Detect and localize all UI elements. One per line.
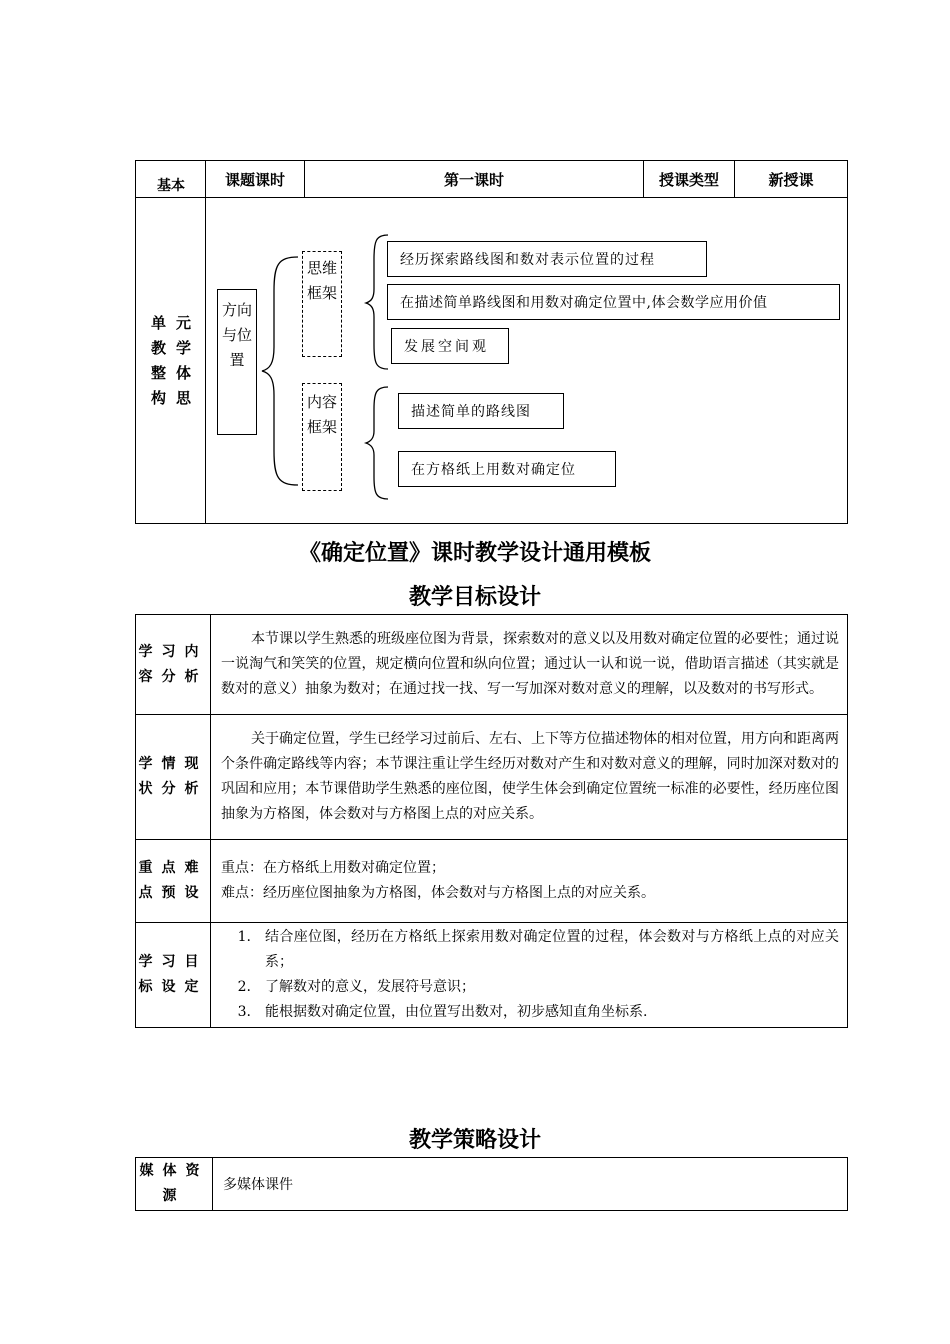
- table-row: [136, 615, 848, 715]
- thinking-item: 在描述简单路线图和用数对确定位置中,体会数学应用价值: [387, 284, 840, 320]
- row-label: 重点难点预设: [136, 840, 211, 923]
- list-item: 1. 结合座位图，经历在方格纸上探索用数对确定位置的过程，体会数对与方格纸上点的对应关系；: [237, 929, 839, 970]
- content-item: 描述简单的路线图: [398, 393, 564, 429]
- difficult-point: 难点：经历座位图抽象为方格图，体会数对与方格图上点的对应关系。: [221, 885, 655, 901]
- row-text: 多媒体课件: [213, 1158, 848, 1211]
- topic-value: 第一课时: [443, 170, 504, 189]
- goal-table: [135, 614, 848, 1028]
- content-frame-box: 内容框架: [302, 383, 342, 491]
- basic-label: 基本: [157, 178, 185, 194]
- thinking-item: 经历探索路线图和数对表示位置的过程: [387, 241, 707, 277]
- list-item: 2. 了解数对的意义，发展符号意识；: [237, 979, 475, 995]
- type-label: 授课类型: [658, 170, 719, 189]
- thinking-item: 发展空间观: [391, 328, 509, 364]
- table-row: [136, 1158, 848, 1211]
- brace-icon: [362, 383, 392, 503]
- type-value: 新授课: [768, 170, 814, 189]
- list-item: 3. 能根据数对确定位置，由位置写出数对，初步感知直角坐标系.: [237, 1004, 648, 1020]
- unit-label: 单元教学整体构思: [150, 314, 201, 407]
- row-label: 学习内容分析: [136, 615, 211, 715]
- strategy-table: [135, 1157, 848, 1211]
- row-label: 学习目标设定: [136, 923, 211, 1028]
- table-row: [136, 840, 848, 923]
- brace-icon: [258, 251, 304, 491]
- row-text: 本节课以学生熟悉的班级座位图为背景，探索数对的意义以及用数对确定位置的必要性；通过说一说淘气和笑笑的位置，规定横向位置和纵向位置；通过认一认和说一说，借助语言描述（其实就是数对的意义）抽象为数对；在通过找一找、写一写加深对数对意义的理解，以及数对的书写形式。: [211, 615, 848, 715]
- section-title-goal: 教学目标设计: [408, 585, 541, 610]
- row-text: 关于确定位置，学生已经学习过前后、左右、上下等方位描述物体的相对位置，用方向和距离两个条件确定路线等内容；本节课注重让学生经历对数对产生和对数对意义的理解，同时加深对数对的巩固和应用；本节课借助学生熟悉的座位图，使学生体会到确定位置统一标准的必要性，经历座位图抽象为方格图，体会数对与方格图上点的对应关系。: [211, 715, 848, 840]
- row-label: 学情现状分析: [136, 715, 211, 840]
- thinking-frame-box: 思维框架: [302, 251, 342, 357]
- unit-table: [135, 160, 848, 524]
- section-title-strategy: 教学策略设计: [408, 1128, 541, 1153]
- root-box: 方向与位置: [217, 289, 257, 435]
- key-point: 重点：在方格纸上用数对确定位置；: [221, 860, 445, 876]
- page-title: 《确定位置》课时教学设计通用模板: [298, 541, 651, 566]
- table-row: [136, 923, 848, 1028]
- row-text: [211, 923, 848, 1028]
- topic-label: 课题课时: [224, 170, 285, 189]
- row-label: 媒体资源: [136, 1158, 213, 1211]
- row-text: [211, 840, 848, 923]
- table-row: [136, 715, 848, 840]
- content-item: 在方格纸上用数对确定位: [398, 451, 616, 487]
